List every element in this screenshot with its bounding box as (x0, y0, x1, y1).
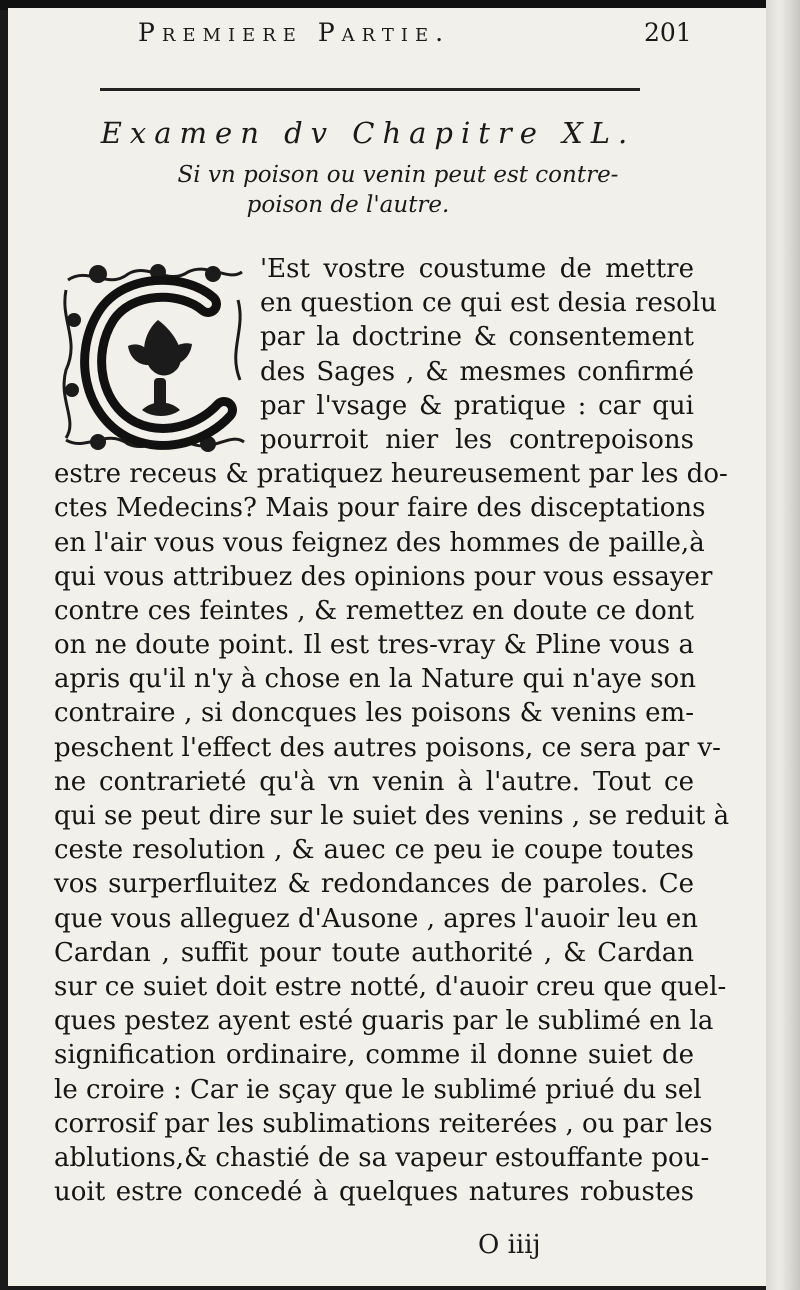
page-header (138, 14, 698, 48)
text-line: 'Est vostre coustume de mettre (260, 254, 694, 284)
text-line: pourroit nier les contrepoisons (260, 424, 694, 455)
text-line: estre receus & pratiquez heureusement par les do- (54, 459, 728, 490)
chapter-title: Examen dv Chapitre XL. (100, 116, 636, 150)
text-line: peschent l'effect des autres poisons, ce sera par v- (54, 732, 721, 763)
text-line: apris qu'il n'y à chose en la Nature qui n'aye son (54, 664, 696, 695)
text-line: le croire : Car ie sçay que le sublimé priué du sel (54, 1074, 702, 1105)
text-line: sur ce suiet doit estre notté, d'auoir creu que quel- (54, 971, 727, 1002)
text-line: uoit estre concedé à quelques natures robustes (54, 1177, 694, 1208)
header-rule (100, 88, 640, 91)
text-line: contraire , si doncques les poisons & venins em- (54, 698, 694, 729)
text-line: en l'air vous vous feignez des hommes de paille,à (54, 527, 705, 558)
text-line: vos surperfluitez & redondances de paroles. Ce (54, 869, 694, 900)
running-title: Premiere Partie. (138, 18, 451, 47)
book-page (8, 8, 778, 1286)
text-line: en question ce qui est desia resolu (260, 288, 717, 319)
text-line: Cardan , suffit pour toute authorité , & Cardan (54, 937, 694, 968)
chapter-subtitle-line-2: poison de l'autre. (246, 192, 450, 218)
text-line: par la doctrine & consentement (260, 322, 694, 353)
text-line: corrosif par les sublimations reiterées , ou par les (54, 1108, 713, 1139)
chapter-subtitle-line-1: Si vn poison ou venin peut est contre- (177, 162, 619, 188)
text-line: ctes Medecins? Mais pour faire des disceptations (54, 493, 706, 524)
page-edge-shadow (766, 0, 800, 1290)
text-line: qui vous attribuez des opinions pour vous essayer (54, 561, 713, 592)
text-line: ne contrarieté qu'à vn venin à l'autre. Tout ce (54, 766, 694, 797)
text-line: ceste resolution , & auec ce peu ie coupe toutes (54, 835, 694, 866)
text-line: on ne doute point. Il est tres-vray & Pline vous a (54, 630, 694, 661)
signature-mark: O iiij (478, 1230, 541, 1260)
text-line: par l'vsage & pratique : car qui (260, 390, 694, 421)
text-line: signification ordinaire, comme il donne suiet de (54, 1040, 694, 1071)
text-line: ques pestez ayent esté guaris par le sublimé en la (54, 1006, 714, 1037)
text-line: ablutions,& chastié de sa vapeur estouffante pou- (54, 1142, 710, 1173)
text-line: des Sages , & mesmes confirmé (260, 356, 694, 387)
text-line: qui se peut dire sur le suiet des venins , se reduit à (54, 801, 730, 831)
text-line: contre ces feintes , & remettez en doute ce dont (54, 595, 694, 626)
page-number: 201 (644, 18, 692, 47)
text-line: que vous alleguez d'Ausone , apres l'auoir leu en (54, 903, 699, 934)
body-text (54, 252, 730, 1209)
